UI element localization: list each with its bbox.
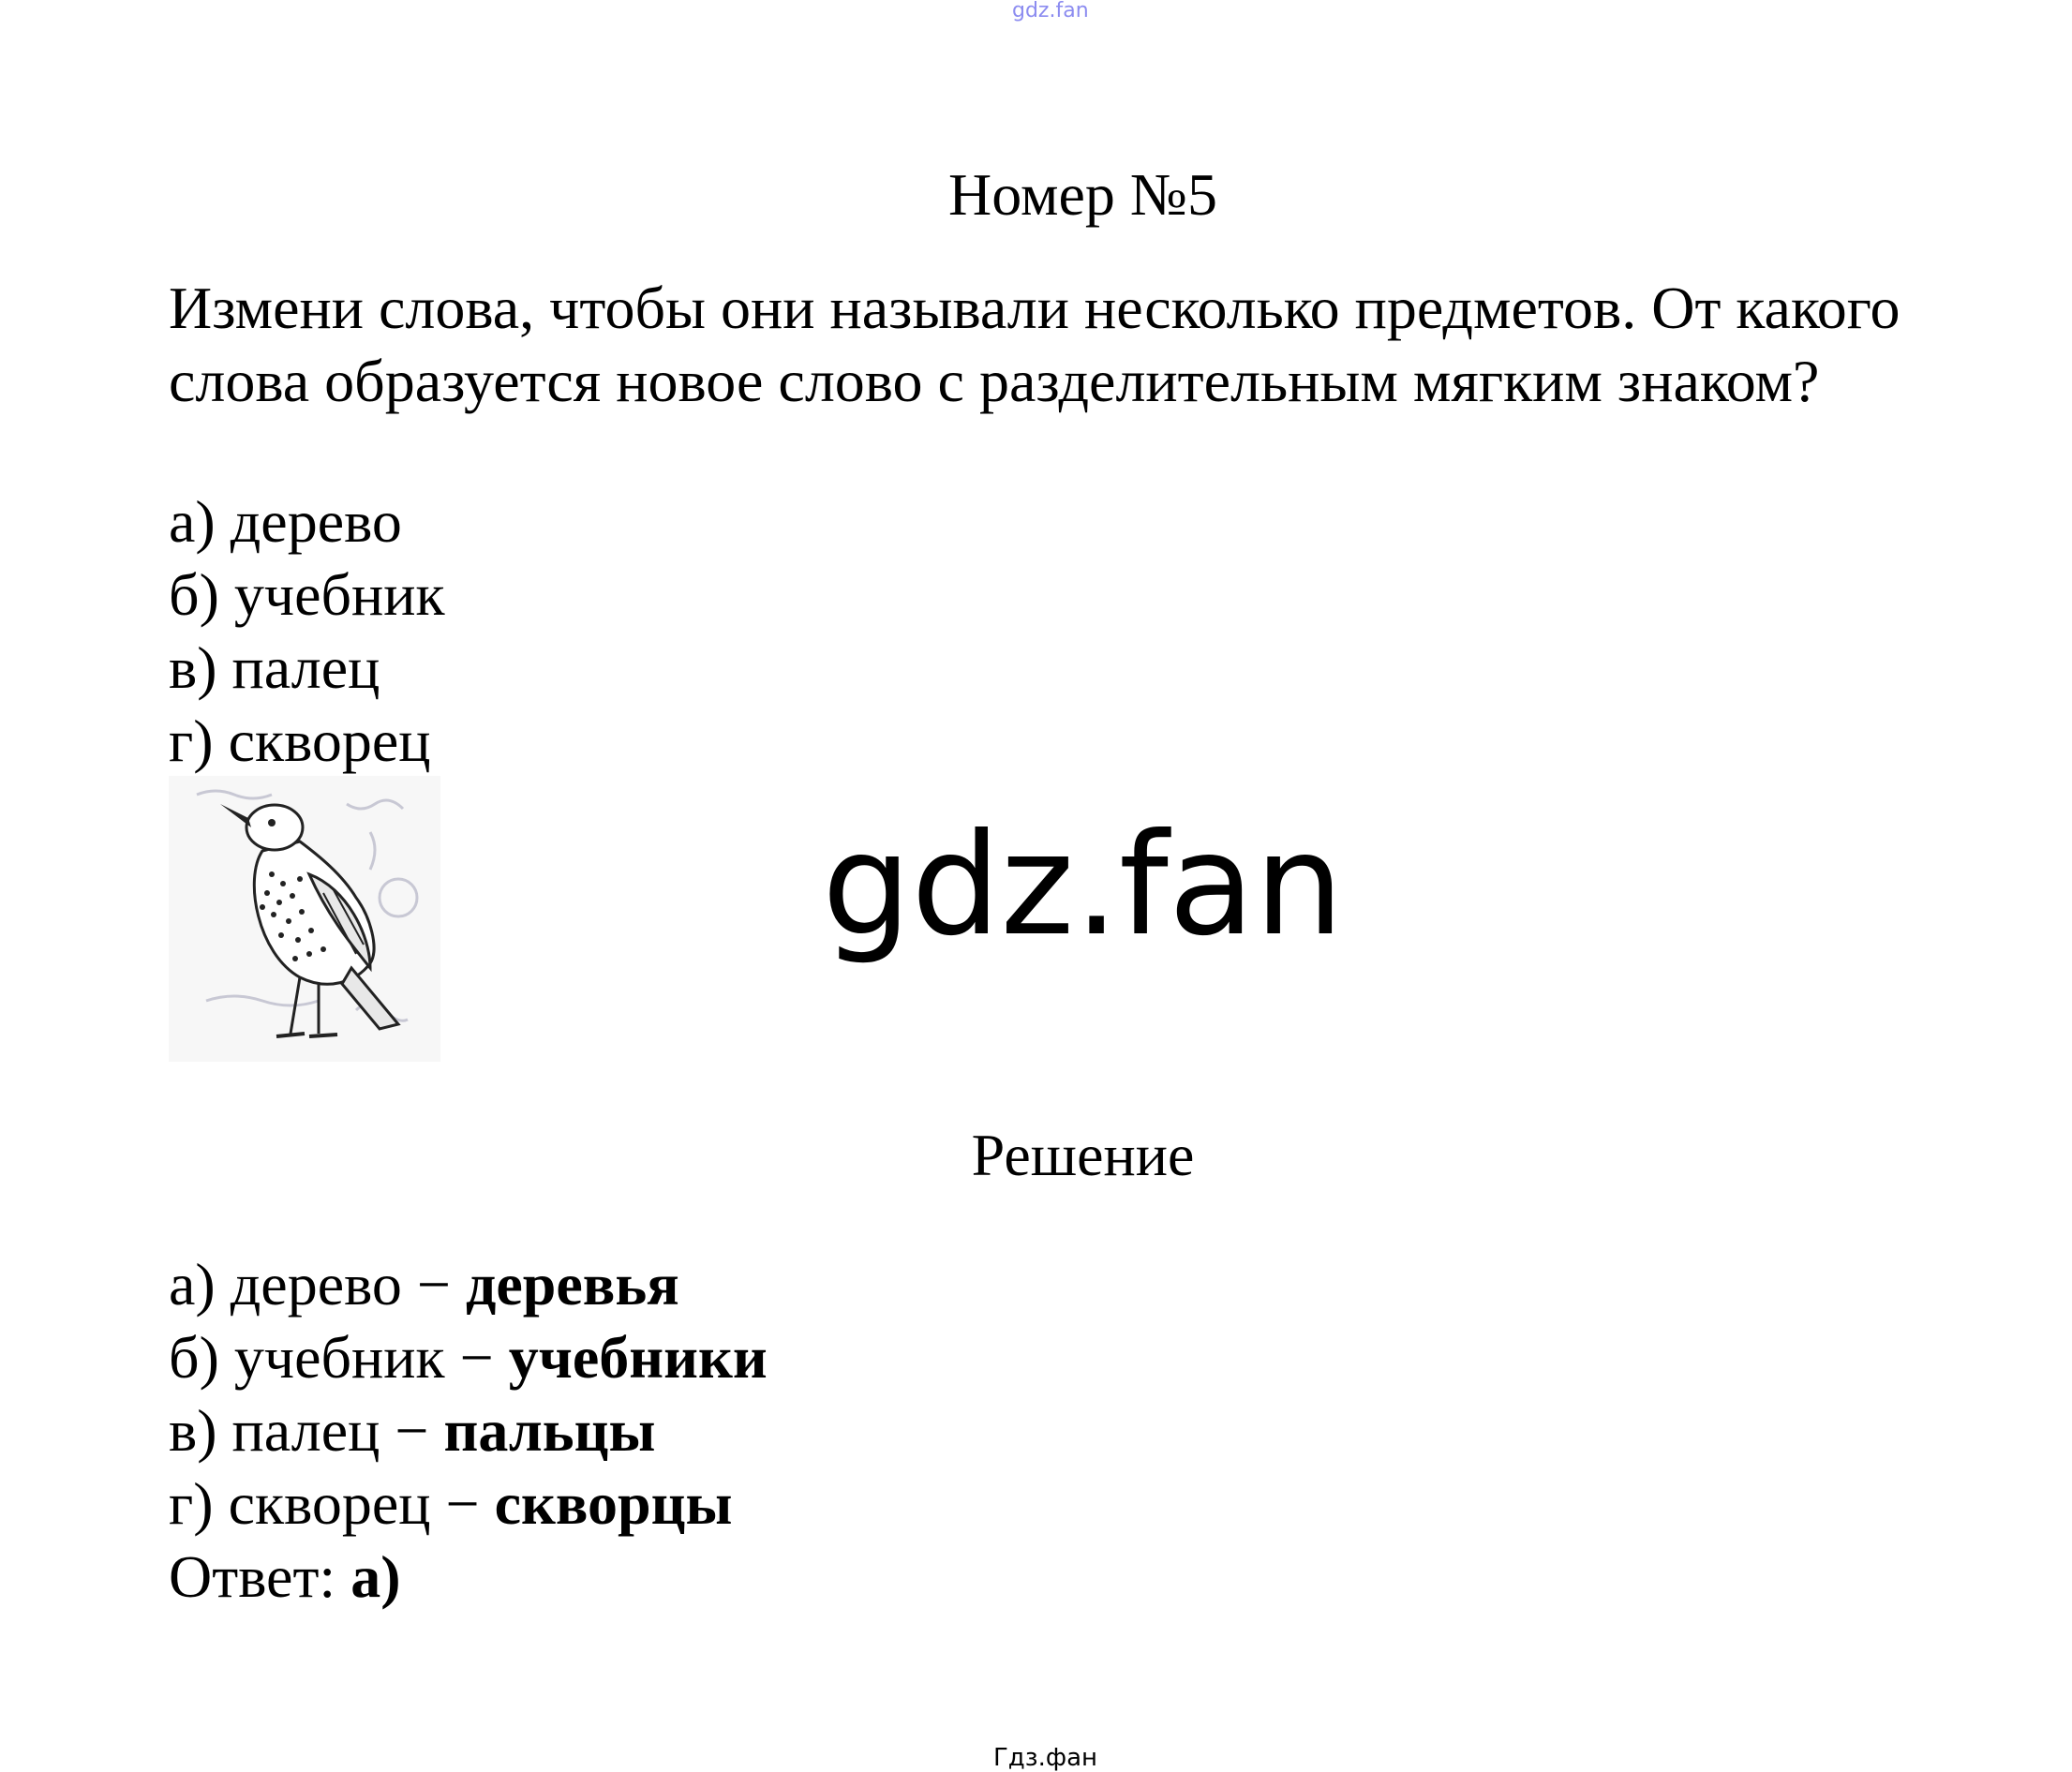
page-title: Номер №5	[948, 161, 1217, 228]
option-a: а) дерево	[169, 488, 402, 555]
solution-row-a	[169, 1248, 768, 1321]
option-c: в) палец	[169, 634, 380, 701]
solution-word: б) учебник −	[169, 1324, 509, 1391]
solution-plural: скворцы	[494, 1470, 733, 1537]
option-b: б) учебник	[169, 561, 445, 628]
center-watermark: gdz.fan	[822, 804, 1344, 967]
footer-watermark: Гдз.фан	[992, 1744, 1098, 1772]
solution-row-b	[169, 1321, 768, 1394]
answer-value: а)	[350, 1543, 401, 1610]
solution-word: г) скворец −	[169, 1470, 495, 1537]
solution-rows	[169, 1248, 768, 1614]
answer-line	[169, 1541, 768, 1614]
answer-label: Ответ:	[169, 1543, 351, 1610]
solution-word: а) дерево −	[169, 1251, 466, 1318]
solution-plural: пальцы	[443, 1397, 656, 1464]
option-d: г) скворец	[169, 707, 431, 774]
task-options	[169, 485, 445, 778]
solution-plural: учебники	[508, 1324, 768, 1391]
task-question: Измени слова, чтобы они называли несколько предметов. От какого слова образуется новое слово с разделительным мягким знаком?	[169, 275, 1901, 414]
solution-word: в) палец −	[169, 1397, 444, 1464]
solution-plural: деревья	[465, 1251, 679, 1318]
solution-row-d	[169, 1467, 768, 1541]
solution-title: Решение	[971, 1122, 1195, 1188]
solution-row-c	[169, 1394, 768, 1467]
top-watermark: gdz.fan	[1012, 0, 1089, 22]
